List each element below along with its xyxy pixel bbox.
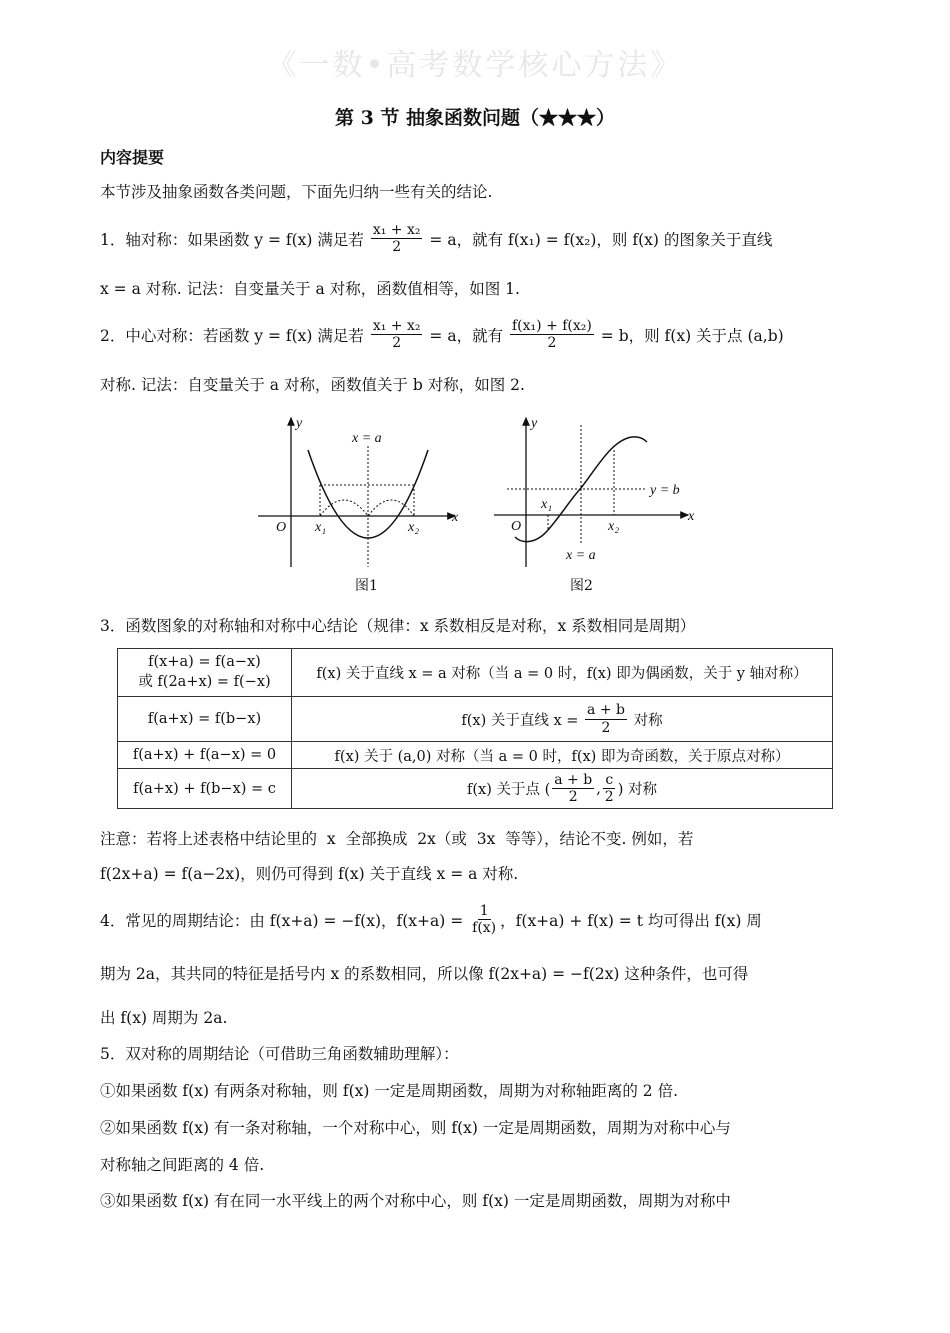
- item5-line1: [100, 1042, 459, 1064]
- item5-sub3: [100, 1189, 731, 1211]
- text-segment: 3．函数图象的对称轴和对称中心结论（规律：x 系数相反是对称，x 系数相同是周期）: [100, 617, 696, 635]
- text-segment: f(a+x) + f(b−x) = c: [133, 780, 276, 797]
- fraction: [603, 772, 616, 805]
- figure-2-caption: 图2: [570, 578, 593, 594]
- text-segment: = a，就有 f(x₁) = f(x₂)，则 f(x) 的图象关于直线: [424, 230, 773, 249]
- result-text: [461, 702, 662, 735]
- text-segment: f(x) 关于直线 x =: [461, 712, 584, 729]
- yb-label: y = b: [650, 483, 680, 498]
- text-segment: ③如果函数 f(x) 有在同一水平线上的两个对称中心，则 f(x) 一定是周期函数，周期为对称中: [100, 1192, 731, 1210]
- table-row: [118, 742, 833, 769]
- condition-line: [148, 711, 261, 727]
- x-axis-label: x: [688, 509, 695, 524]
- table-row: [118, 769, 833, 809]
- guide-lines: [507, 425, 645, 545]
- result-cell: [292, 742, 833, 769]
- text-segment: f(x) 关于点 (: [467, 782, 551, 798]
- note-line1: [100, 827, 693, 849]
- result-cell: [292, 697, 833, 742]
- text-segment: f(x) 关于 (a,0) 对称（当 a = 0 时，f(x) 即为奇函数，关于原点对称）: [334, 748, 790, 765]
- section-title: 第 3 节 抽象函数问题（★★★）: [334, 107, 616, 129]
- fraction: [552, 772, 594, 805]
- text-segment: 5．双对称的周期结论（可借助三角函数辅助理解）：: [100, 1045, 459, 1063]
- numerator: c: [605, 771, 614, 788]
- text-segment: = b，则 f(x) 关于点 (a,b): [595, 326, 784, 345]
- text-segment: = a，就有: [424, 326, 508, 345]
- text-segment: f(a+x) + f(a−x) = 0: [132, 747, 277, 763]
- text-segment: f(a+x) = f(b−x): [147, 711, 262, 727]
- item3-line1: [100, 614, 695, 636]
- denominator: f(x): [472, 920, 497, 937]
- table-row: [118, 697, 833, 742]
- axis-label: x = a: [566, 548, 596, 563]
- watermark: 《一数•高考数学核心方法》: [266, 48, 684, 83]
- symmetry-table: [117, 648, 833, 809]
- text-segment: 4．常见的周期结论：由 f(x+a) = −f(x)，f(x+a) =: [100, 911, 469, 930]
- axis-label: x = a: [352, 431, 382, 446]
- condition-line: [133, 747, 276, 763]
- item5-sub2b: [100, 1153, 264, 1175]
- item4-line2: [100, 962, 748, 984]
- denominator: 2: [547, 335, 557, 352]
- note-line2: [100, 862, 518, 884]
- denominator: 2: [601, 719, 611, 736]
- x2-label: x₂: [408, 520, 420, 535]
- condition-cell: [118, 742, 292, 769]
- y-axis-label: y: [296, 416, 303, 431]
- origin-label: O: [276, 520, 287, 535]
- text-segment: 或 f(2a+x) = f(−x): [138, 674, 271, 690]
- item4-line1: [100, 903, 762, 936]
- origin-label: O: [511, 519, 522, 534]
- numerator: 1: [479, 903, 489, 919]
- result-text: [335, 745, 790, 766]
- text-segment: 出 f(x) 周期为 2a.: [100, 1009, 228, 1027]
- condition-line: [133, 781, 276, 797]
- text-segment: 期为 2a，其共同的特征是括号内 x 的系数相同，所以像 f(2x+a) = −f(2x) 这种条件，也可得: [100, 965, 749, 983]
- x2-label: x₂: [608, 519, 620, 534]
- text-segment: 对称: [628, 712, 663, 729]
- text-segment: 本节涉及抽象函数各类问题，下面先归纳一些有关的结论.: [100, 183, 493, 201]
- condition-cell: [118, 769, 292, 809]
- denominator: 2: [568, 789, 578, 805]
- denominator: 2: [604, 789, 614, 805]
- condition-line: [138, 670, 270, 691]
- text-segment: ) 对称: [617, 782, 657, 798]
- text-segment: ,: [596, 780, 601, 797]
- x1-label: x₁: [541, 497, 553, 512]
- denominator: 2: [392, 239, 402, 256]
- figures: [0, 0, 950, 620]
- text-segment: ②如果函数 f(x) 有一条对称轴，一个对称中心，则 f(x) 一定是周期函数，周期为对称中心与: [100, 1119, 731, 1137]
- numerator: x₁ + x₂: [372, 318, 421, 334]
- text-segment: ①如果函数 f(x) 有两条对称轴，则 f(x) 一定是周期函数，周期为对称轴距离的 2 倍.: [100, 1082, 678, 1100]
- figure-1: [258, 416, 459, 594]
- text-segment: f(x+a) = f(a−x): [148, 654, 261, 670]
- result-cell: [292, 649, 833, 697]
- condition-cell: [118, 697, 292, 742]
- numerator: a + b: [554, 771, 593, 788]
- figure-1-caption: 图1: [355, 578, 378, 594]
- text-segment: f(2x+a) = f(a−2x)，则仍可得到 f(x) 关于直线 x = a 对称.: [100, 865, 519, 883]
- text-segment: ，f(x+a) + f(x) = t 均可得出 f(x) 周: [500, 911, 762, 930]
- summary-heading: 内容提要: [100, 148, 165, 167]
- result-text: [467, 772, 657, 805]
- text-segment: 2．中心对称：若函数 y = f(x) 满足若: [100, 326, 369, 345]
- condition-line: [148, 654, 261, 670]
- guide-lines: [320, 446, 414, 567]
- denominator: 2: [392, 335, 402, 352]
- result-cell: [292, 769, 833, 809]
- text-segment: 对称轴之间距离的 4 倍.: [100, 1156, 265, 1174]
- text-segment: 注意：若将上述表格中结论里的 x 全部换成 2x（或 3x 等等），结论不变. 例如，若: [100, 830, 694, 848]
- result-text: [316, 662, 807, 683]
- figure-2: [494, 416, 695, 594]
- numerator: x₁ + x₂: [372, 222, 421, 238]
- text-segment: f(x) 关于直线 x = a 对称（当 a = 0 时，f(x) 即为偶函数，关于 y 轴对称）: [316, 666, 808, 682]
- item4-line3: [100, 1006, 227, 1028]
- text-segment: 1．轴对称：如果函数 y = f(x) 满足若: [100, 230, 369, 249]
- numerator: f(x₁) + f(x₂): [512, 318, 592, 334]
- item5-sub1: [100, 1079, 678, 1101]
- x-axis-label: x: [452, 510, 459, 525]
- text-segment: x = a 对称. 记法：自变量关于 a 对称，函数值相等，如图 1.: [100, 280, 520, 298]
- item5-sub2a: [100, 1116, 731, 1138]
- numerator: a + b: [587, 702, 625, 719]
- table-row: [118, 649, 833, 697]
- y-axis-label: y: [531, 416, 538, 431]
- fraction: [470, 903, 498, 936]
- text-segment: 对称. 记法：自变量关于 a 对称，函数值关于 b 对称，如图 2.: [100, 376, 525, 394]
- x1-label: x₁: [315, 520, 327, 535]
- condition-cell: [118, 649, 292, 697]
- fraction: [585, 702, 627, 735]
